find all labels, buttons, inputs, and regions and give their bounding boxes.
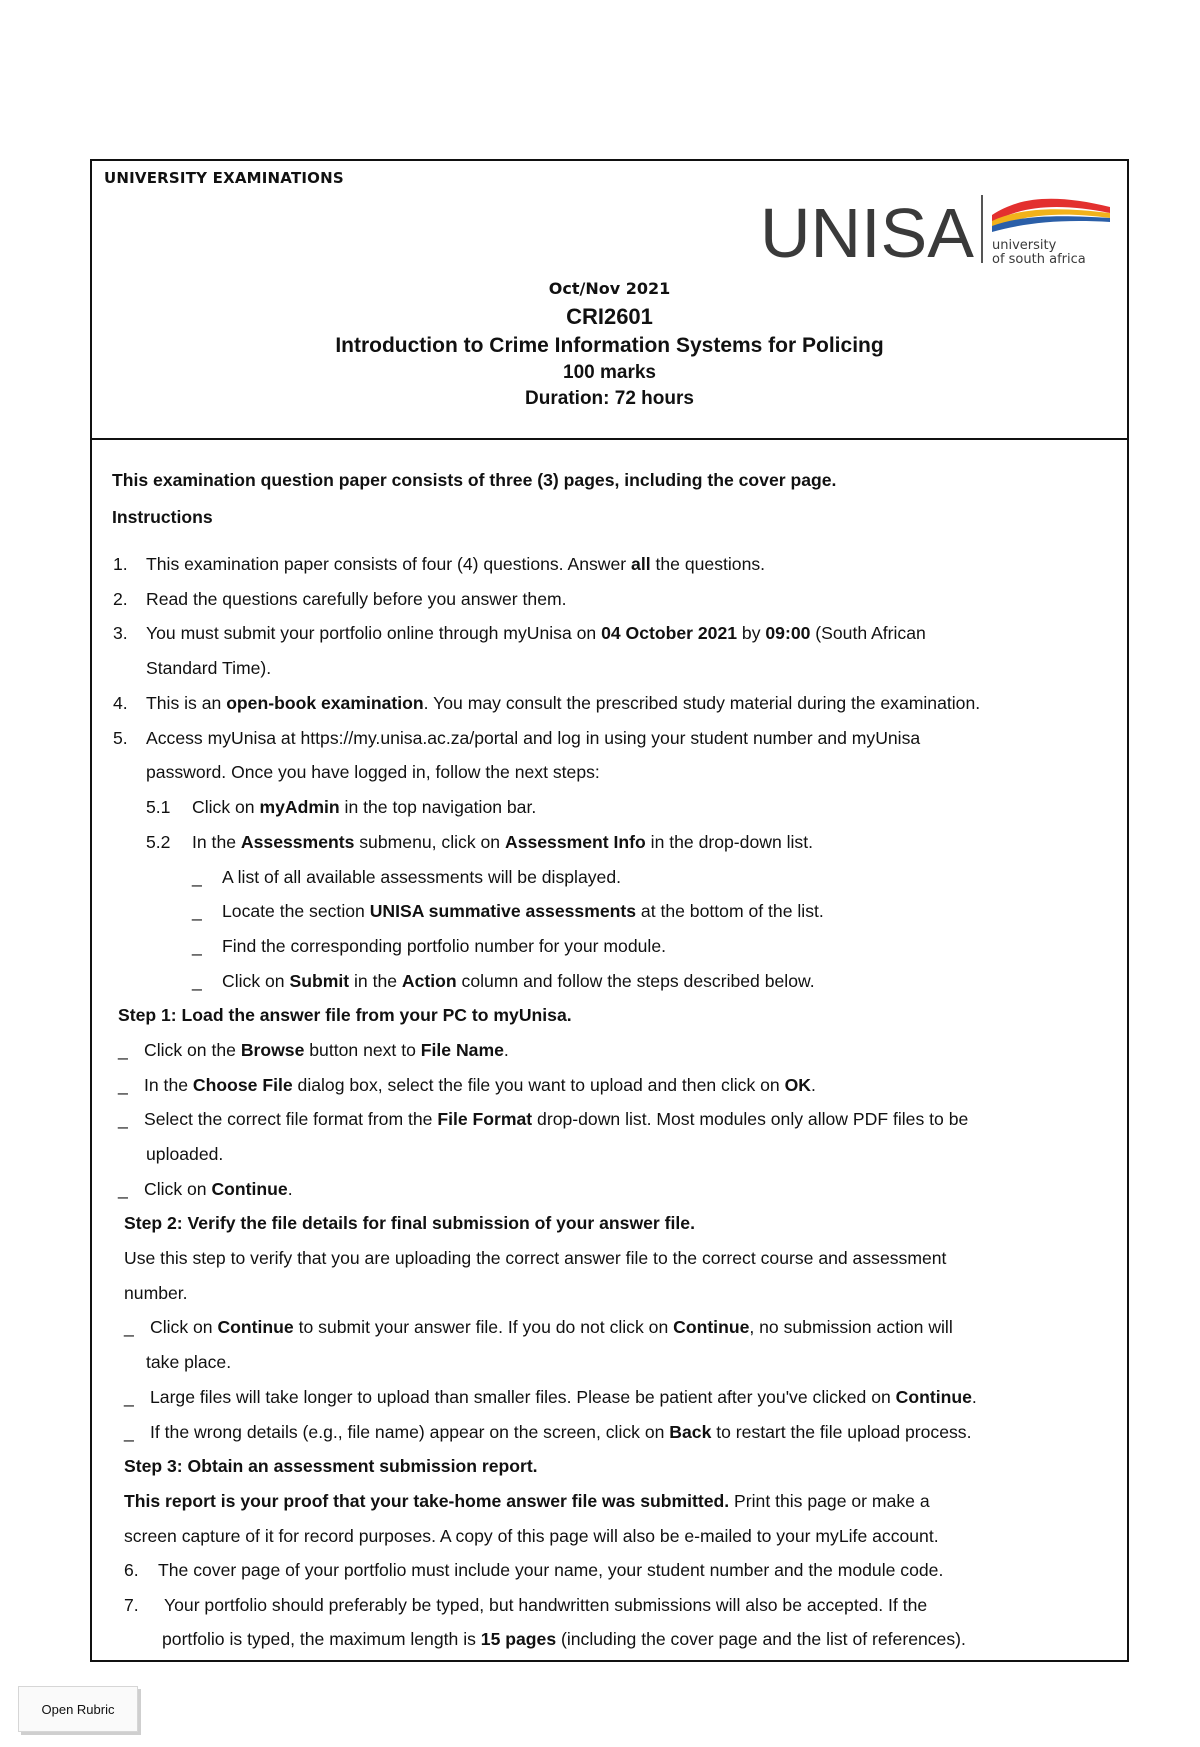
instruction-6: The cover page of your portfolio must include your name, your student number and the module code. xyxy=(158,1560,944,1580)
step-1-bullet-3-cont: uploaded. xyxy=(146,1144,224,1164)
instruction-1: This examination paper consists of four (4) questions. Answer all the questions. xyxy=(146,554,766,574)
total-marks: 100 marks xyxy=(563,362,656,383)
bullet: _ xyxy=(192,936,202,956)
logo-subtitle-2: of south africa xyxy=(992,252,1086,265)
bullet: _ xyxy=(124,1387,134,1407)
step-1-heading: Step 1: Load the answer file from your PC to myUnisa. xyxy=(118,1005,572,1025)
sub-bullet-4: Click on Submit in the Action column and follow the steps described below. xyxy=(222,971,815,991)
item-number: 5.2 xyxy=(146,832,171,852)
exam-header xyxy=(90,159,1129,440)
item-number: 3. xyxy=(113,623,128,643)
item-number: 6. xyxy=(124,1560,139,1580)
open-rubric-button[interactable]: Open Rubric xyxy=(18,1686,138,1732)
item-number: 1. xyxy=(113,554,128,574)
exam-title-block xyxy=(92,276,1127,412)
logo-wordmark: UNISA xyxy=(760,194,974,265)
duration: Duration: 72 hours xyxy=(525,388,694,409)
step-1-bullet-4: Click on Continue. xyxy=(144,1179,293,1199)
university-examinations-label: UNIVERSITY EXAMINATIONS xyxy=(104,169,344,187)
sub-bullet-1: A list of all available assessments will be displayed. xyxy=(222,867,621,887)
bullet: _ xyxy=(118,1179,128,1199)
instruction-3: You must submit your portfolio online through myUnisa on 04 October 2021 by 09:00 (South African xyxy=(146,623,926,643)
step-3-para-cont: screen capture of it for record purposes. A copy of this page will also be e-mailed to your myLife account. xyxy=(124,1526,939,1546)
instruction-5-cont: password. Once you have logged in, follow the next steps: xyxy=(146,762,600,782)
instruction-7-cont: portfolio is typed, the maximum length is 15 pages (including the cover page and the list of references). xyxy=(162,1629,966,1649)
module-code: CRI2601 xyxy=(566,304,653,329)
instruction-7: Your portfolio should preferably be typed, but handwritten submissions will also be accepted. If the xyxy=(164,1595,928,1615)
instruction-5-1: Click on myAdmin in the top navigation bar. xyxy=(192,797,537,817)
step-2-bullet-1-cont: take place. xyxy=(146,1352,232,1372)
instructions-heading: Instructions xyxy=(112,507,213,527)
sub-bullet-3: Find the corresponding portfolio number for your module. xyxy=(222,936,666,956)
instruction-5-2: In the Assessments submenu, click on Assessment Info in the drop-down list. xyxy=(192,832,814,852)
item-number: 2. xyxy=(113,589,128,609)
step-1-bullet-2: In the Choose File dialog box, select the file you want to upload and then click on OK. xyxy=(144,1075,816,1095)
bullet: _ xyxy=(192,971,202,991)
item-number: 5. xyxy=(113,728,128,748)
item-number: 7. xyxy=(124,1595,139,1615)
step-2-bullet-3: If the wrong details (e.g., file name) appear on the screen, click on Back to restart the file upload process. xyxy=(150,1422,972,1442)
unisa-logo xyxy=(760,191,1120,265)
instruction-3-cont: Standard Time). xyxy=(146,658,272,678)
module-title: Introduction to Crime Information Systems for Policing xyxy=(335,334,884,357)
bullet: _ xyxy=(118,1109,128,1129)
instruction-4: This is an open-book examination. You may consult the prescribed study material during the examination. xyxy=(146,693,981,713)
step-2-bullet-1: Click on Continue to submit your answer file. If you do not click on Continue, no submission action will xyxy=(150,1317,953,1337)
bullet: _ xyxy=(124,1317,134,1337)
step-1-bullet-3: Select the correct file format from the File Format drop-down list. Most modules only allow PDF files to be xyxy=(144,1109,969,1129)
step-3-para: This report is your proof that your take-home answer file was submitted. Print this page or make a xyxy=(124,1491,930,1511)
step-1-bullet-1: Click on the Browse button next to File Name. xyxy=(144,1040,509,1060)
exam-period: Oct/Nov 2021 xyxy=(548,279,671,298)
instruction-5: Access myUnisa at https://my.unisa.ac.za/portal and log in using your student number and myUnisa xyxy=(146,728,921,748)
bullet: _ xyxy=(124,1422,134,1442)
sub-bullet-2: Locate the section UNISA summative assessments at the bottom of the list. xyxy=(222,901,824,921)
instruction-2: Read the questions carefully before you answer them. xyxy=(146,589,567,609)
bullet: _ xyxy=(192,901,202,921)
item-number: 4. xyxy=(113,693,128,713)
bullet: _ xyxy=(118,1075,128,1095)
step-2-para: Use this step to verify that you are uploading the correct answer file to the correct course and assessment xyxy=(124,1248,947,1268)
logo-subtitle-1: university xyxy=(992,238,1057,253)
step-2-bullet-2: Large files will take longer to upload than smaller files. Please be patient after you've clicked on Continue. xyxy=(150,1387,977,1407)
step-3-heading: Step 3: Obtain an assessment submission report. xyxy=(124,1456,538,1476)
step-2-heading: Step 2: Verify the file details for final submission of your answer file. xyxy=(124,1213,695,1233)
step-2-para-cont: number. xyxy=(124,1283,188,1303)
pages-notice: This examination question paper consists of three (3) pages, including the cover page. xyxy=(112,470,837,490)
bullet: _ xyxy=(192,867,202,887)
bullet: _ xyxy=(118,1040,128,1060)
item-number: 5.1 xyxy=(146,797,171,817)
